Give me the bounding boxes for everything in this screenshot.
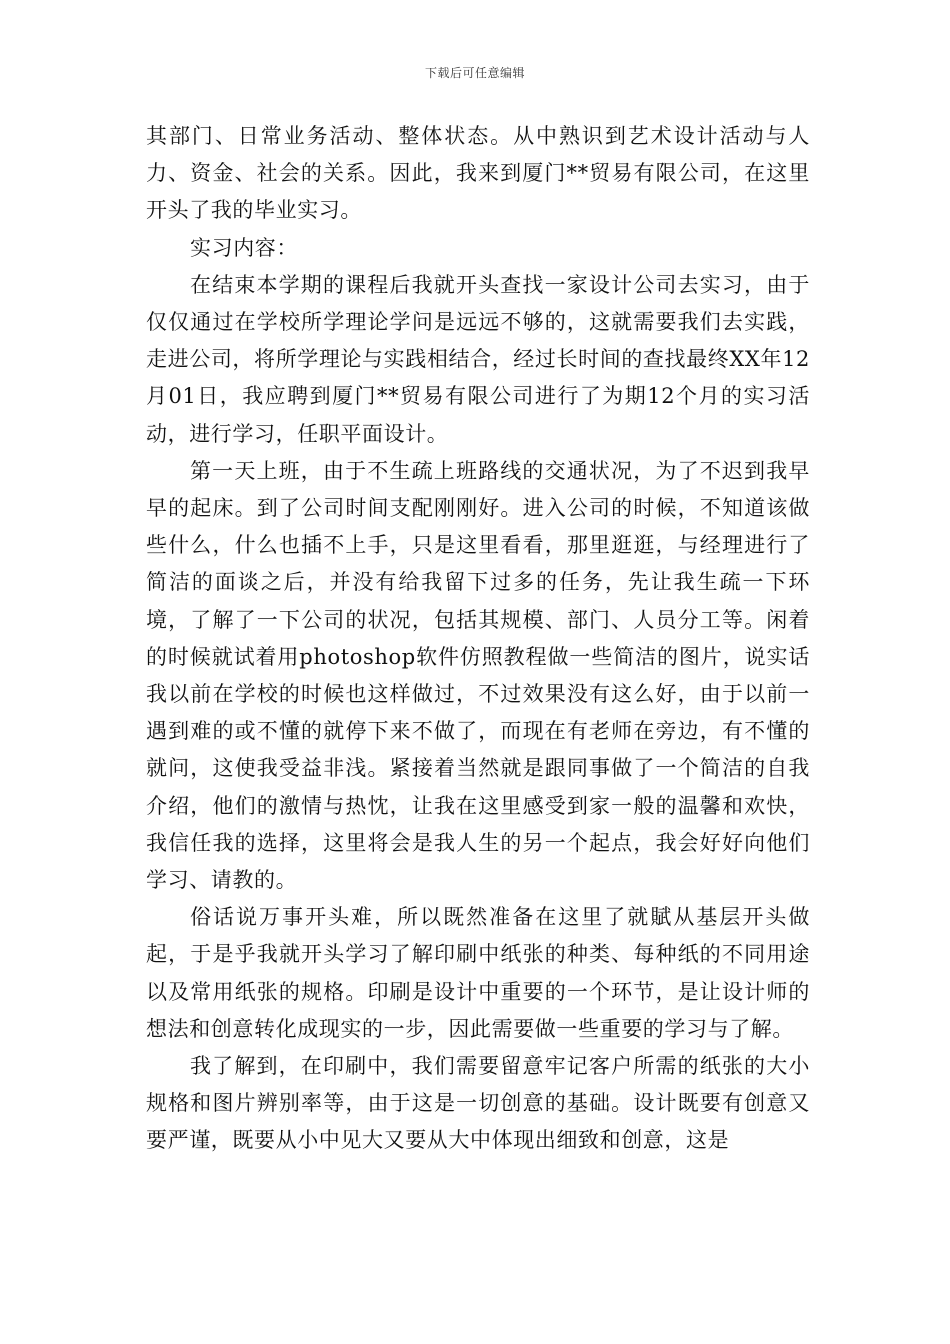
paragraph-6: 我了解到，在印刷中，我们需要留意牢记客户所需的纸张的大小规格和图片辨别率等，由于这是一切创意的基础。设计既要有创意又要严谨，既要从小中见大又要从大中体现出细致和创意，这是 <box>146 1054 810 1153</box>
page-header: 下载后可任意编辑 <box>424 66 525 80</box>
document-body <box>146 118 810 1160</box>
paragraph-3: 在结束本学期的课程后我就开头查找一家设计公司去实习，由于仅仅通过在学校所学理论学问是远远不够的，这就需要我们去实践，走进公司，将所学理论与实践相结合，经过长时间的查找最终XX年12月01日，我应聘到厦门**贸易有限公司进行了为期12个月的实习活动，进行学习，任职平面设计。 <box>146 272 810 446</box>
paragraph-1: 其部门、日常业务活动、整体状态。从中熟识到艺术设计活动与人力、资金、社会的关系。因此，我来到厦门**贸易有限公司，在这里开头了我的毕业实习。 <box>146 124 810 223</box>
paragraph-5: 俗话说万事开头难，所以既然准备在这里了就賦从基层开头做起，于是乎我就开头学习了解印刷中纸张的种类、每种纸的不同用途以及常用纸张的规格。印刷是设计中重要的一个环节，是让设计师的想法和创意转化成现实的一步，因此需要做一些重要的学习与了解。 <box>146 905 810 1041</box>
section-heading-internship-content: 实习内容： <box>190 235 298 260</box>
paragraph-4: 第一天上班，由于不生疏上班路线的交通状况，为了不迟到我早早的起床。到了公司时间支配刚刚好。进入公司的时候，不知道该做些什么，什么也插不上手，只是这里看看，那里逛逛，与经理进行了简洁的面谈之后，并没有给我留下过多的任务，先让我生疏一下环境，了解了一下公司的状况，包括其规模、部门、人员分工等。闲着的时候就试着用photoshop软件仿照教程做一些简洁的图片，说实话我以前在学校的时候也这样做过，不过效果没有这么好，由于以前一遇到难的或不懂的就停下来不做了，而现在有老师在旁边，有不懂的就问，这使我受益非浅。紧接着当然就是跟同事做了一个简洁的自我介绍，他们的激情与热忱，让我在这里感受到家一般的温馨和欢快，我信任我的选择，这里将会是我人生的另一个起点，我会好好向他们学习、请教的。 <box>146 458 810 893</box>
